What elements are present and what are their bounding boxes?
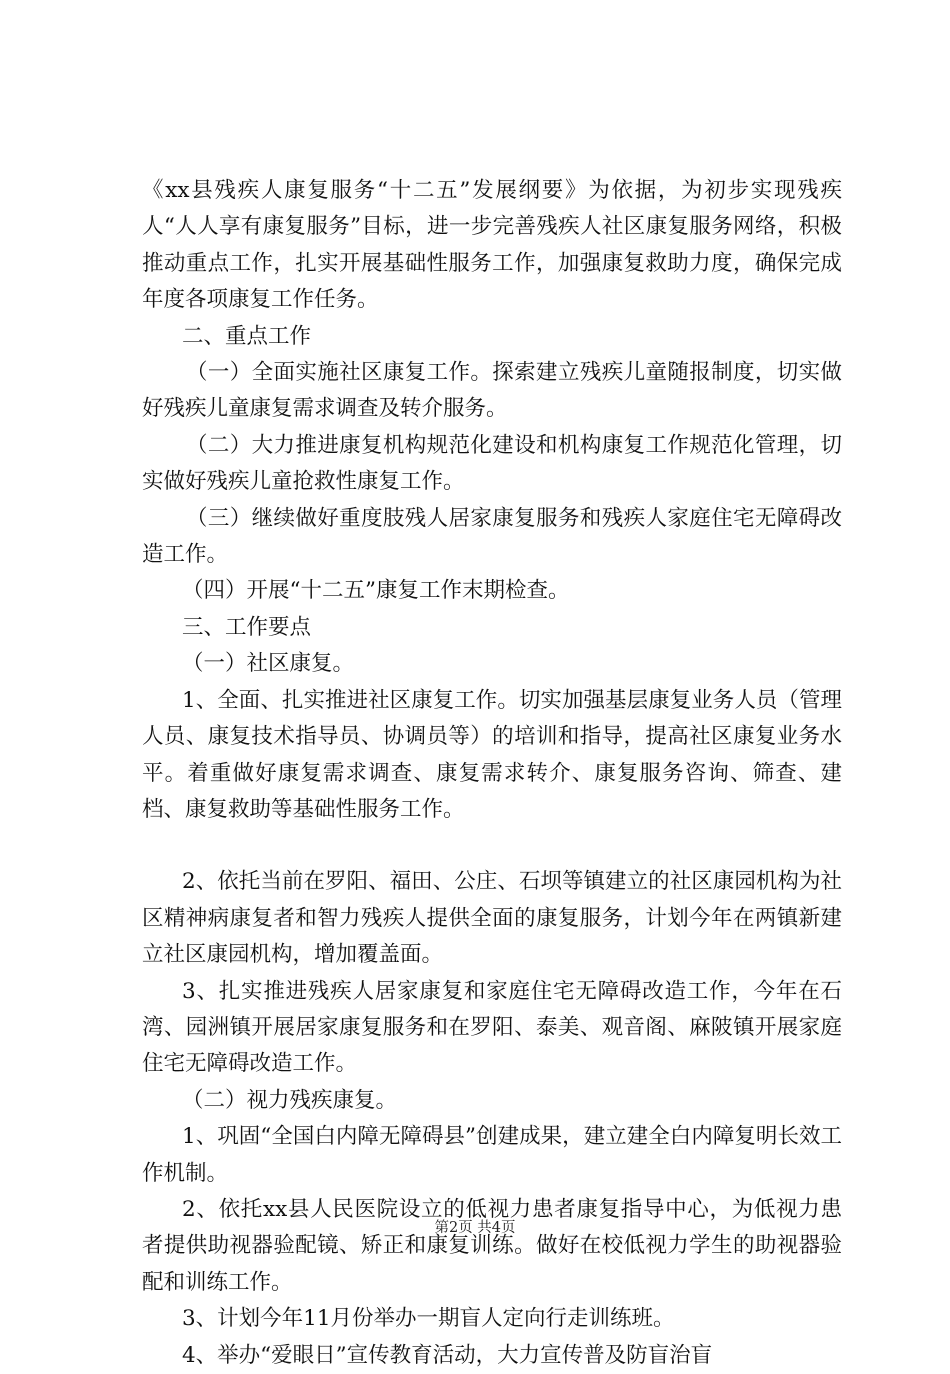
paragraph-intro: 《xx县残疾人康复服务“十二五”发展纲要》为依据，为初步实现残疾人“人人享有康复服务”目标，进一步完善残疾人社区康复服务网络，积极推动重点工作，扎实开展基础性服务工作，加强康复救助力度，确保完成年度各项康复工作任务。 [142,178,842,313]
paragraph-vision-1: 1、巩固“全国白内障无障碍县”创建成果，建立建全白内障复明长效工作机制。 [142,1124,842,1186]
heading-key-work: 二、重点工作 [182,323,312,349]
paragraph-community-1: 1、全面、扎实推进社区康复工作。切实加强基层康复业务人员（管理人员、康复技术指导员、协调员等）的培训和指导，提高社区康复业务水平。着重做好康复需求调查、康复需求转介、康复服务咨询、筛查、建档、康复救助等基础性服务工作。 [142,687,842,822]
paragraph-community-2: 2、依托当前在罗阳、福田、公庄、石坝等镇建立的社区康园机构为社区精神病康复者和智力残疾人提供全面的康复服务，计划今年在两镇新建立社区康园机构，增加覆盖面。 [142,869,842,968]
paragraph-key-work-1: （一）全面实施社区康复工作。探索建立残疾儿童随报制度，切实做好残疾儿童康复需求调查及转介服务。 [142,360,842,422]
paragraph-key-work-2: （二）大力推进康复机构规范化建设和机构康复工作规范化管理，切实做好残疾儿童抢救性康复工作。 [142,432,842,495]
paragraph-vision-4: 4、举办“爱眼日”宣传教育活动，大力宣传普及防盲治盲 [182,1342,713,1368]
page-number-footer: 第2页 共4页 [434,1220,516,1236]
paragraph-key-work-4: （四）开展“十二五”康复工作末期检查。 [182,578,570,604]
subheading-community-rehab: （一）社区康复。 [182,651,355,677]
paragraph-community-3: 3、扎实推进残疾人居家康复和家庭住宅无障碍改造工作，今年在石湾、园洲镇开展居家康复服务和在罗阳、泰美、观音阁、麻陂镇开展家庭住宅无障碍改造工作。 [142,978,842,1077]
document-body [142,173,842,1374]
subheading-vision-rehab: （二）视力残疾康复。 [182,1087,398,1113]
paragraph-key-work-3: （三）继续做好重度肢残人居家康复服务和残疾人家庭住宅无障碍改造工作。 [142,505,842,568]
paragraph-gap [142,828,842,864]
paragraph-vision-2: 2、依托xx县人民医院设立的低视力患者康复指导中心，为低视力患者提供助视器验配镜、矫正和康复训练。做好在校低视力学生的助视器验配和训练工作。 [142,1196,842,1295]
heading-work-points: 三、工作要点 [182,614,312,640]
paragraph-vision-3: 3、计划今年11月份举办一期盲人定向行走训练班。 [182,1306,675,1332]
